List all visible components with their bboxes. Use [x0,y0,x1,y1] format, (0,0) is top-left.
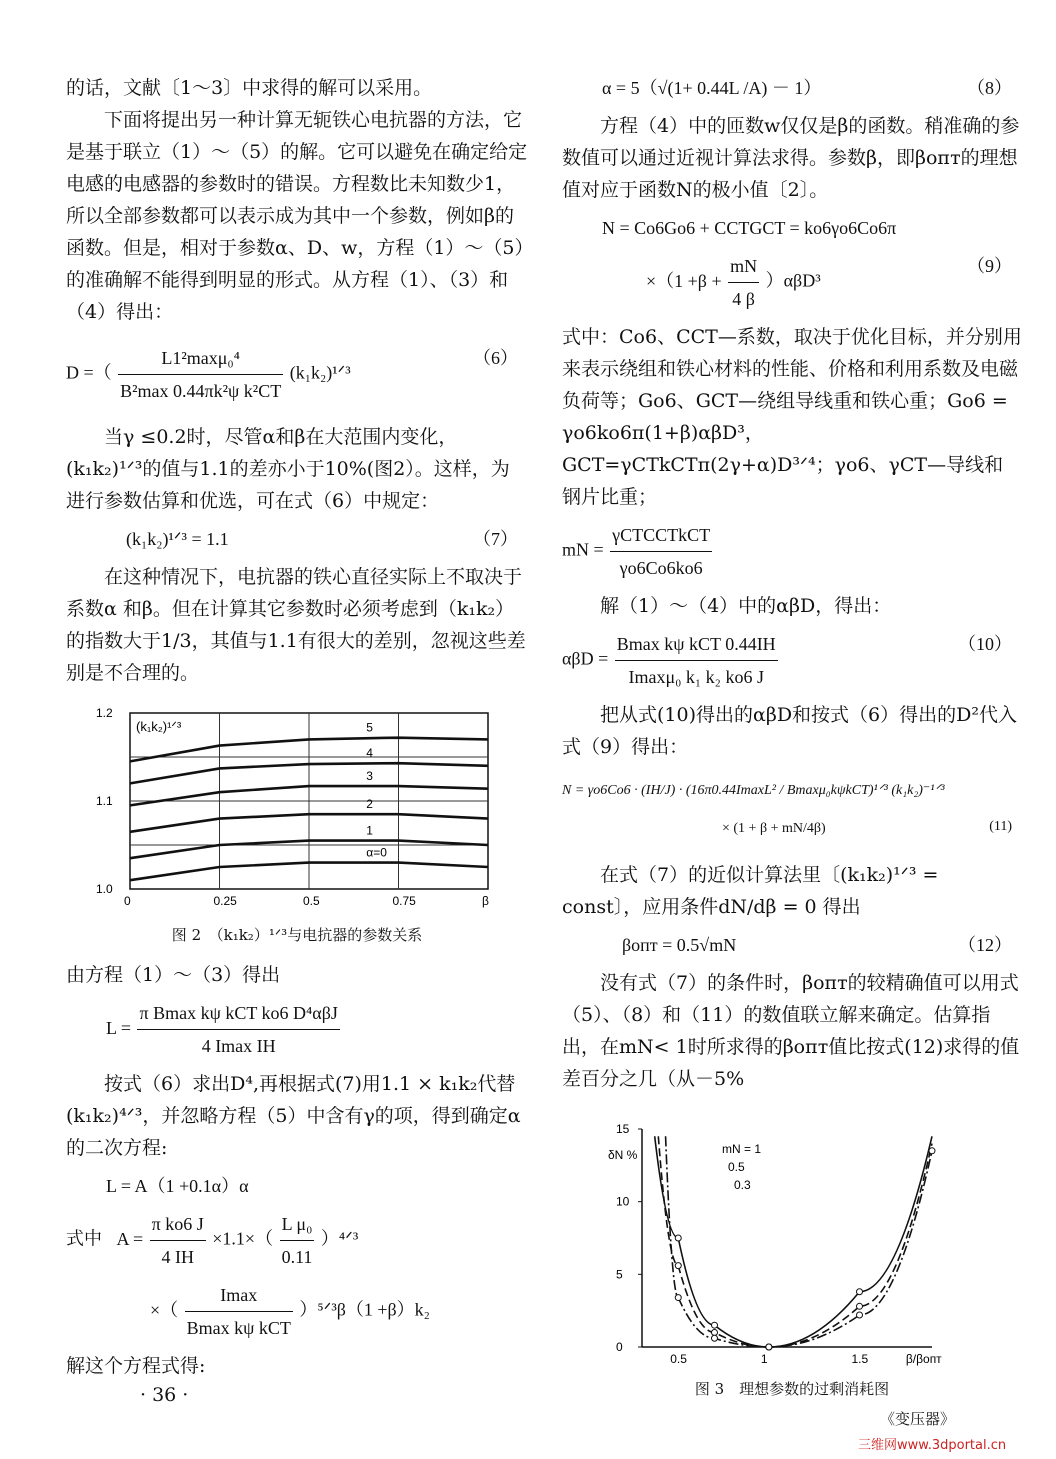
paragraph: 式中：Cо6、CCT—系数，取决于优化目标，并分别用来表示绕组和铁心材料的性能、价格和利用系数及电磁负荷等；Gо6、GCT—绕组导线重和铁心重；Gо6 = γо6kо6π(1+β)αβD³，GCT=γCTkCTπ(2γ+α)D³ᐟ⁴；γо6、γCT—导线和钢片比重； [562,326,1022,508]
fraction [150,1208,206,1273]
x-tick-label: 0.25 [213,894,237,908]
left-column [66,72,528,1382]
equation-11 [562,775,1022,845]
equation-text: ）αβD³ [765,270,821,291]
figure-2-chart [66,705,528,915]
series-label: α=0 [366,845,387,860]
equation-number: （6） [473,348,518,368]
data-point [857,1303,863,1309]
paragraph: 按式（6）求出D⁴,再根据式(7)用1.1 × k₁k₂代替(k₁k₂)⁴ᐟ³，并忽略方程（5）中含有γ的项，得到确定α的二次方程: [66,1073,521,1159]
series-line [658,1136,932,1347]
y-tick-label: 0 [616,1340,623,1354]
equation-9 [562,212,1022,244]
right-column [562,72,1022,1413]
equation-text: N = γо6Cо6 · (IH/J) · (16π0.44ImaxL² / Bmaxμ₀kψkCT)¹ᐟ³ (k₁k₂)⁻¹ᐟ³ [562,783,945,798]
denominator: Bmax kψ kCT [186,1318,291,1338]
series-labels [366,721,387,860]
denominator: 4 IH [161,1247,194,1267]
data-point [712,1329,718,1335]
numerator: L1²maxμ₀⁴ [118,342,283,375]
paragraph: 由方程（1）～（3）得出 [66,964,281,986]
equation-text: α = 5（√(1+ 0.44L /A) － 1） [602,78,822,98]
series-label: 1 [366,823,373,838]
equation-number: （12） [958,935,1012,955]
equation-mN [562,519,1022,584]
equation-number: （7） [473,529,518,549]
watermark: 三维网www.3dportal.cn [858,1438,1007,1453]
equation-text: ×（ [150,1299,179,1320]
paragraph: 方程（4）中的匝数w仅仅是β的函数。稍准确的参数值可以通过近视计算法求得。参数β，即βопт的理想值对应于函数N的极小值〔2〕。 [562,115,1020,201]
series-lines [655,1136,935,1350]
equation-text: 式中 [66,1228,102,1249]
y-tick-label: 15 [616,1122,630,1136]
equation-text: ）⁴ᐟ³ [320,1228,359,1249]
fraction [185,1279,293,1344]
equation-text: L = [106,1017,131,1038]
fraction [280,1208,315,1273]
equation-10 [562,628,1022,693]
journal-name: 《变压器》 [880,1410,956,1428]
y-tick-label: 1.0 [96,882,113,896]
x-tick-label: β [482,894,489,908]
data-point [857,1289,863,1295]
equation-8 [562,72,1022,104]
legend-label: 0.5 [728,1160,745,1174]
tick-labels [616,1122,942,1366]
fraction [728,250,759,315]
equation-text: N = Cо6Gо6 + CCTGCT = kо6γо6Cо6π [602,218,897,238]
data-point [929,1148,935,1154]
series-line [666,1136,932,1347]
x-tick-label: β/βопт [905,1352,942,1366]
paragraph: 的话，文献〔1～3〕中求得的解可以采用。 [66,77,433,99]
y-axis-label: (k₁k₂)¹ᐟ³ [136,719,182,734]
paragraph: 解（1）～（4）中的αβD，得出： [600,595,892,617]
numerator: π kо6 J [150,1208,206,1241]
paragraph: 把从式(10)得出的αβD和按式（6）得出的D²代入式（9）得出： [562,704,1017,758]
y-tick-label: 1.2 [96,706,113,720]
fraction [137,997,339,1062]
fraction [610,519,712,584]
series-label: 4 [366,746,373,761]
x-tick-label: 0.5 [670,1352,687,1366]
y-axis-label: δN % [608,1148,638,1162]
x-tick-label: 1 [760,1352,768,1366]
figure-3-chart [602,1119,1002,1369]
paragraph: 当γ ≤0.2时，尽管α和β在大范围内变化，(k₁k₂)¹ᐟ³的值与1.1的差亦小于10%(图2）。这样，为进行参数估算和优选，可在式（6）中规定： [66,426,510,512]
equation-number: （9） [967,256,1012,276]
equation-text: ×1.1×（ [212,1228,274,1249]
equation-text: × (1 + β + mN/4β) [722,821,826,836]
x-tick-label: 0 [124,894,131,908]
equation-number: (11) [989,819,1012,834]
equation-text: A = [116,1228,144,1249]
data-point [857,1312,863,1318]
fraction [118,342,283,407]
paragraph: 没有式（7）的条件时，βопт的较精确值可以用式（5）、（8）和（11）的数值联立解来确定。估算指出，在mN< 1时所求得的βопт值比按式(12)求得的值差百分之几（从－5% [562,972,1020,1090]
series-label: 5 [366,720,373,735]
numerator: mN [728,250,759,283]
equation-text: D =（ [66,362,112,383]
equation-text: ×（1 +β + [646,270,722,291]
equation-text: (k₁k₂)¹ᐟ³ = 1.1 [126,529,229,549]
figure-2-caption: 图 2 （k₁k₂）¹ᐟ³与电抗器的参数关系 [171,926,423,944]
numerator: γCTCCTkCT [610,519,712,552]
equation-quadratic [66,1170,528,1202]
legend-label: mN = 1 [722,1142,762,1156]
numerator: Imax [185,1279,293,1312]
paragraph: 在这种情况下，电抗器的铁心直径实际上不取决于系数α 和β。但在计算其它参数时必须考虑到（k₁k₂）的指数大于1/3，其值与1.1有很大的差别，忽视这些差别是不合理的。 [66,566,526,684]
equation-L [66,997,528,1062]
data-point [712,1322,718,1328]
page-number: · 36 · [140,1384,189,1406]
equation-text: L = A（1 +0.1α）α [106,1176,249,1196]
x-tick-label: 1.5 [851,1352,869,1366]
paragraph: 下面将提出另一种计算无轭铁心电抗器的方法，它是基于联立（1）～（5）的解。它可以避免在确定给定电感的电感器的参数时的错误。方程数比未知数少1，所以全部参数都可以表示成为其中一个参数，例如β的函数。但是，相对于参数α、D、w，方程（1）～（5）的准确解不能得到明显的形式。从方程（1）、（3）和（4）得出： [66,109,528,323]
denominator: 4 β [732,289,755,309]
equation-9-line2 [562,250,1022,315]
equation-text: βопт = 0.5√mN [622,935,737,955]
y-tick-label: 1.1 [96,794,113,808]
legend [722,1142,761,1192]
equation-A-def-line2 [66,1279,528,1344]
denominator: B²max 0.44πk²ψ k²CT [120,381,282,401]
equation-7 [66,523,528,555]
denominator: 0.11 [281,1247,313,1267]
y-tick-label: 10 [616,1194,630,1209]
equation-text: (k₁k₂)¹ᐟ³ [289,362,351,383]
paragraph: 在式（7）的近似计算法里〔(k₁k₂)¹ᐟ³ = const〕，应用条件dN/dβ = 0 得出 [562,864,939,918]
equation-12 [562,929,1022,961]
equation-number: （8） [967,78,1012,98]
data-point [712,1335,718,1341]
legend-label: 0.3 [734,1178,751,1192]
numerator: Bmax kψ kCT 0.44IH [615,628,778,661]
equation-text: ）⁵ᐟ³β（1 +β）k₂ [299,1299,430,1320]
data-point [675,1295,681,1301]
series-label: 3 [366,769,373,784]
data-point [766,1344,772,1350]
denominator: 4 Imax IH [201,1036,276,1056]
equation-number: （10） [958,634,1012,654]
equation-text: mN = [562,539,604,560]
x-tick-label: 0.75 [392,894,416,908]
figure-3-caption: 图 3 理想参数的过剩消耗图 [694,1380,890,1398]
equation-A-def [66,1208,528,1273]
paragraph: 解这个方程式得: [66,1355,206,1377]
numerator: L μ₀ [280,1208,315,1241]
x-tick-label: 0.5 [303,894,320,908]
data-point [675,1263,681,1269]
equation-6 [66,342,528,407]
fraction [615,628,778,693]
equation-text: αβD = [562,648,609,669]
denominator: Imaxμ₀ k₁ k₂ kо6 J [628,667,764,687]
data-point [675,1235,681,1241]
series-label: 2 [366,797,373,812]
numerator: π Bmax kψ kCT kо6 D⁴αβJ [137,997,339,1030]
y-tick-label: 5 [616,1267,623,1282]
denominator: γо6Cо6kо6 [619,558,703,578]
